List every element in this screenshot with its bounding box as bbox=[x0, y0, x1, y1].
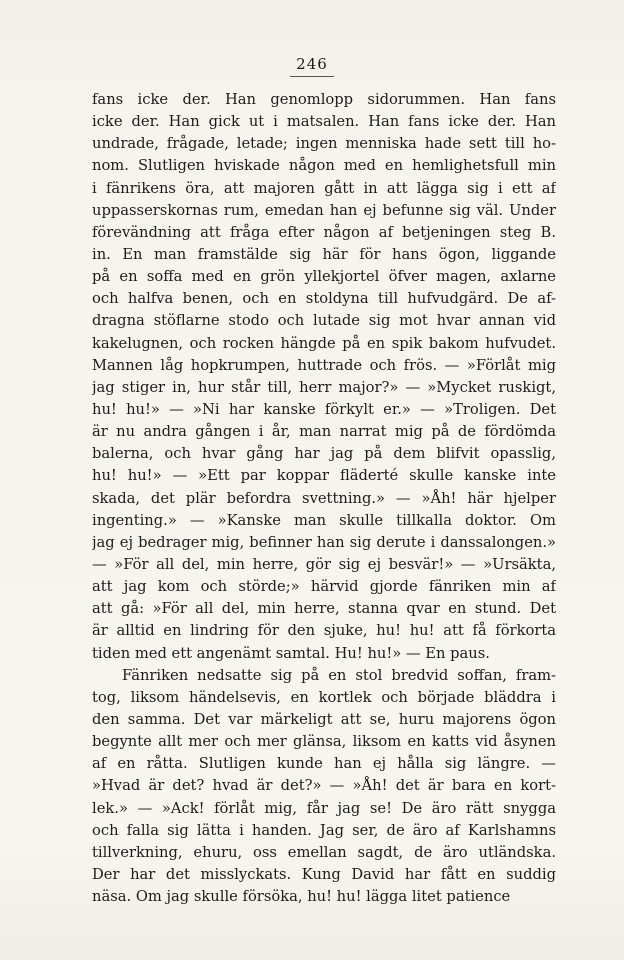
text-line: uppasserskornas rum, emedan han ej befunne sig väl. Under bbox=[92, 201, 556, 219]
text-line: att gå: »För all del, min herre, stanna qvar en stund. Det bbox=[92, 600, 556, 618]
header-rule bbox=[290, 76, 334, 77]
text-line: fans icke der. Han genomlopp sidorummen. Han fans bbox=[92, 91, 556, 108]
text-line: skada, det plär befordra svettning.» — »Åh! här hjelper bbox=[92, 489, 556, 507]
text-line: icke der. Han gick ut i matsalen. Han fans icke der. Han bbox=[92, 113, 556, 131]
text-line: af en råtta. Slutligen kunde han ej hålla sig längre. — bbox=[92, 755, 556, 773]
body-text bbox=[92, 89, 556, 908]
text-line: tillverkning, ehuru, oss emellan sagdt, de äro utländska. bbox=[92, 843, 556, 861]
text-line: Der har det misslyckats. Kung David har fått en suddig bbox=[92, 865, 556, 883]
text-line: på en soffa med en grön yllekjortel öfver magen, axlarne bbox=[92, 268, 556, 286]
text-line: kakelugnen, och rocken hängde på en spik bakom hufvudet. bbox=[92, 334, 556, 352]
text-line: i fänrikens öra, att majoren gått in att lägga sig i ett af bbox=[92, 179, 556, 197]
text-line: ingenting.» — »Kanske man skulle tillkalla doktor. Om bbox=[92, 511, 556, 529]
text-line: att jag kom och störde;» härvid gjorde fänriken min af bbox=[92, 578, 556, 596]
text-line: tiden med ett angenämt samtal. Hu! hu!» — En paus. bbox=[92, 644, 490, 662]
text-line: jag ej bedrager mig, befinner han sig derute i danssalongen.» bbox=[92, 533, 556, 551]
text-line: dragna stöflarne stodo och lutade sig mot hvar annan vid bbox=[92, 312, 556, 330]
text-line: näsa. Om jag skulle försöka, hu! hu! lägga litet patience bbox=[92, 888, 511, 906]
text-line: — »För all del, min herre, gör sig ej besvär!» — »Ursäkta, bbox=[92, 555, 556, 573]
text-line: »Hvad är det? hvad är det?» — »Åh! det är bara en kort- bbox=[92, 777, 556, 795]
text-line: Fänriken nedsatte sig på en stol bredvid soffan, fram- bbox=[122, 666, 556, 684]
text-line: och falla sig lätta i handen. Jag ser, de äro af Karlshamns bbox=[92, 821, 556, 839]
text-line: nom. Slutligen hviskade någon med en hemlighetsfull min bbox=[92, 157, 556, 175]
text-line: jag stiger in, hur står till, herr major?» — »Mycket ruskigt, bbox=[92, 378, 556, 396]
text-line: undrade, frågade, letade; ingen menniska hade sett till ho- bbox=[92, 135, 556, 153]
text-line: den samma. Det var märkeligt att se, huru majorens ögon bbox=[92, 710, 556, 728]
text-line: är nu andra gången i år, man narrat mig på de fördömda bbox=[92, 423, 556, 441]
text-line: hu! hu!» — »Ni har kanske förkylt er.» — »Troligen. Det bbox=[92, 400, 556, 418]
text-line: och halfva benen, och en stoldyna till hufvudgärd. De af- bbox=[92, 290, 556, 308]
text-line: är alltid en lindring för den sjuke, hu! hu! att få förkorta bbox=[92, 622, 556, 640]
text-line: tog, liksom händelsevis, en kortlek och började bläddra i bbox=[92, 688, 556, 706]
text-line: Mannen låg hopkrumpen, huttrade och frös. — »Förlåt mig bbox=[92, 356, 556, 374]
text-line: lek.» — »Ack! förlåt mig, får jag se! De äro rätt snygga bbox=[92, 799, 556, 817]
text-line: in. En man framstälde sig här för hans ögon, liggande bbox=[92, 245, 556, 263]
text-line: hu! hu!» — »Ett par koppar fläderté skulle kanske inte bbox=[92, 467, 556, 485]
text-line: balerna, och hvar gång har jag på dem blifvit opasslig, bbox=[92, 445, 556, 463]
text-line: begynte allt mer och mer glänsa, liksom en katts vid åsynen bbox=[92, 733, 556, 751]
text-line: förevändning att fråga efter någon af betjeningen steg B. bbox=[92, 223, 556, 241]
page-number: 246 bbox=[296, 55, 328, 73]
